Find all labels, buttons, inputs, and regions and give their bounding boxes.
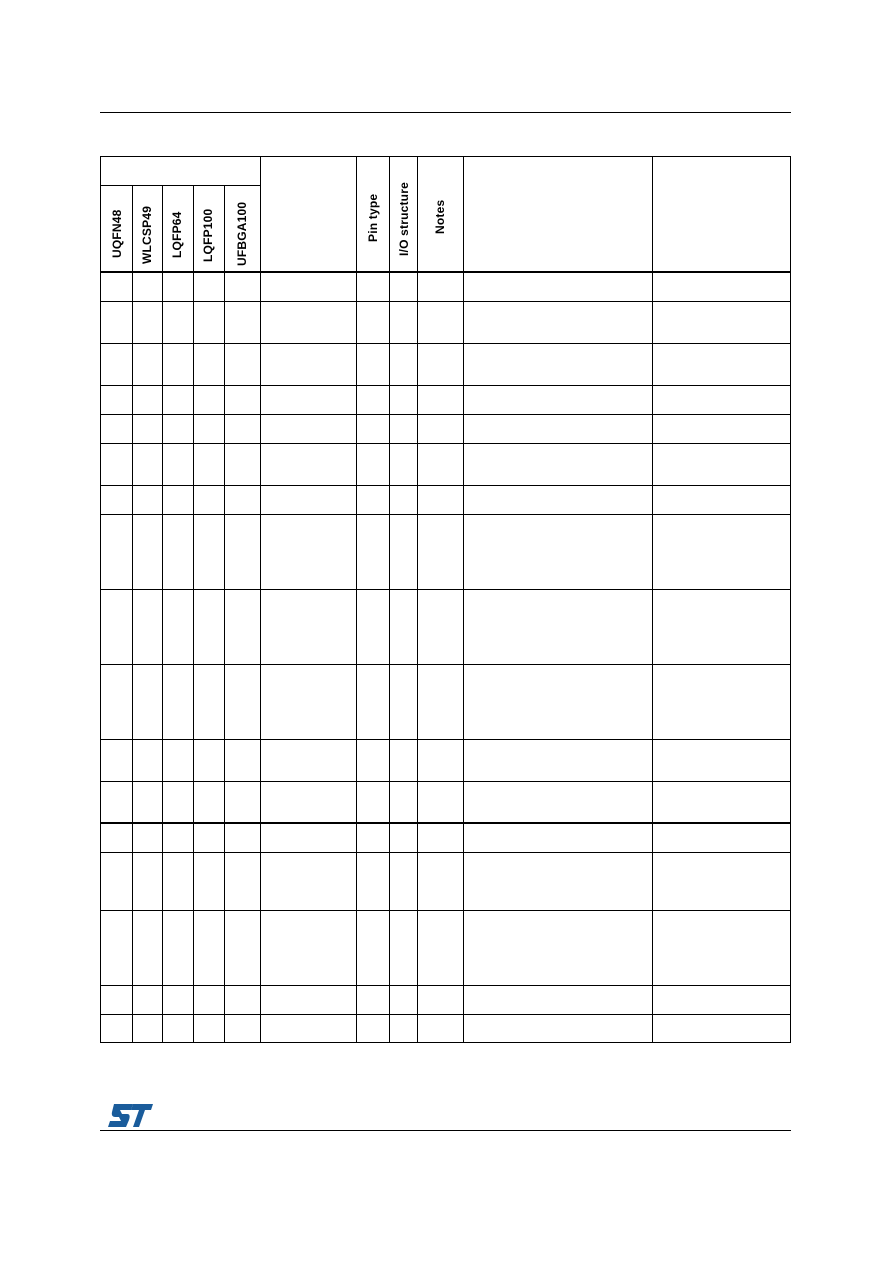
header-rule <box>100 112 791 113</box>
pin-table <box>100 156 791 1043</box>
row-divider <box>101 414 790 415</box>
row-divider <box>101 664 790 665</box>
row-divider <box>101 443 790 444</box>
row-divider <box>101 343 790 344</box>
row-divider <box>101 852 790 853</box>
row-divider <box>101 385 790 386</box>
header-bottom-rule <box>101 271 790 273</box>
st-logo-icon <box>106 1101 156 1131</box>
header-uqfn48: UQFN48 <box>110 209 124 258</box>
row-divider <box>101 301 790 302</box>
column-divider <box>162 186 163 1042</box>
header-io-structure: I/O structure <box>397 182 411 256</box>
header-lqfp64: LQFP64 <box>170 211 184 258</box>
row-divider <box>101 739 790 740</box>
row-divider <box>101 822 790 824</box>
row-divider <box>101 589 790 590</box>
header-notes: Notes <box>433 199 447 234</box>
column-divider <box>193 186 194 1042</box>
row-divider <box>101 514 790 515</box>
footer-rule <box>100 1130 791 1131</box>
package-group-divider <box>101 185 260 186</box>
header-wlcsp49: WLCSP49 <box>140 205 154 264</box>
row-divider <box>101 910 790 911</box>
header-pin-type: Pin type <box>366 193 380 242</box>
header-ufbga100: UFBGA100 <box>235 201 249 266</box>
row-divider <box>101 1014 790 1015</box>
row-divider <box>101 485 790 486</box>
row-divider <box>101 985 790 986</box>
header-lqfp100: LQFP100 <box>201 208 215 262</box>
column-divider <box>224 186 225 1042</box>
column-divider <box>132 186 133 1042</box>
row-divider <box>101 781 790 782</box>
